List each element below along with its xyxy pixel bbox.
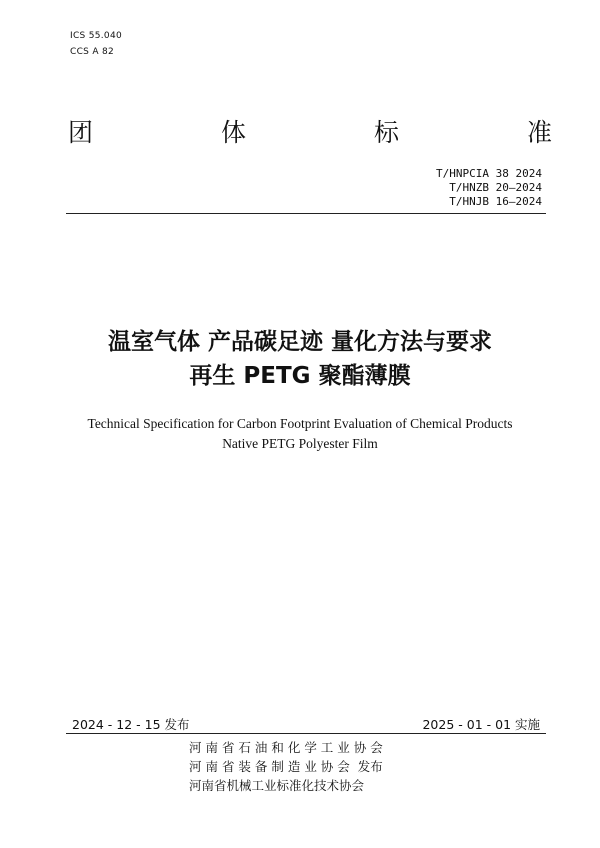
title-en-line1: Technical Specification for Carbon Footprint Evaluation of Chemical Products	[87, 416, 513, 431]
banner-char: 准	[526, 118, 552, 147]
publisher: 河 南 省 石 油 和 化 学 工 业 协 会	[189, 740, 383, 755]
date-row	[72, 715, 540, 733]
standard-number: T/HNJB 16—2024	[449, 195, 542, 208]
effective-date: 2025 - 01 - 01 实施	[422, 717, 540, 732]
title-en-line2: Native PETG Polyester Film	[222, 436, 378, 451]
publisher-list	[189, 738, 383, 795]
bottom-divider	[66, 733, 546, 734]
banner-char: 团	[68, 118, 94, 147]
ccs-code: CCS A 82	[70, 47, 115, 57]
banner-char: 标	[373, 118, 399, 147]
publisher: 河南省机械工业标准化技术协会	[189, 778, 365, 793]
title-chinese	[0, 325, 600, 393]
top-divider	[66, 213, 546, 214]
publisher: 河 南 省 装 备 制 造 业 协 会 发布	[189, 759, 383, 774]
ics-code: ICS 55.040	[70, 31, 123, 41]
title-cn-line2: 再生 PETG 聚酯薄膜	[189, 363, 411, 389]
classification-codes	[70, 28, 122, 60]
title-english	[0, 414, 600, 454]
banner-char: 体	[220, 118, 246, 147]
title-cn-line1: 温室气体 产品碳足迹 量化方法与要求	[107, 329, 492, 355]
standard-number: T/HNPCIA 38 2024	[436, 167, 542, 180]
standard-number: T/HNZB 20—2024	[449, 181, 542, 194]
group-standard-banner	[68, 113, 552, 149]
standard-numbers	[436, 167, 542, 209]
issue-date: 2024 - 12 - 15 发布	[72, 717, 190, 732]
